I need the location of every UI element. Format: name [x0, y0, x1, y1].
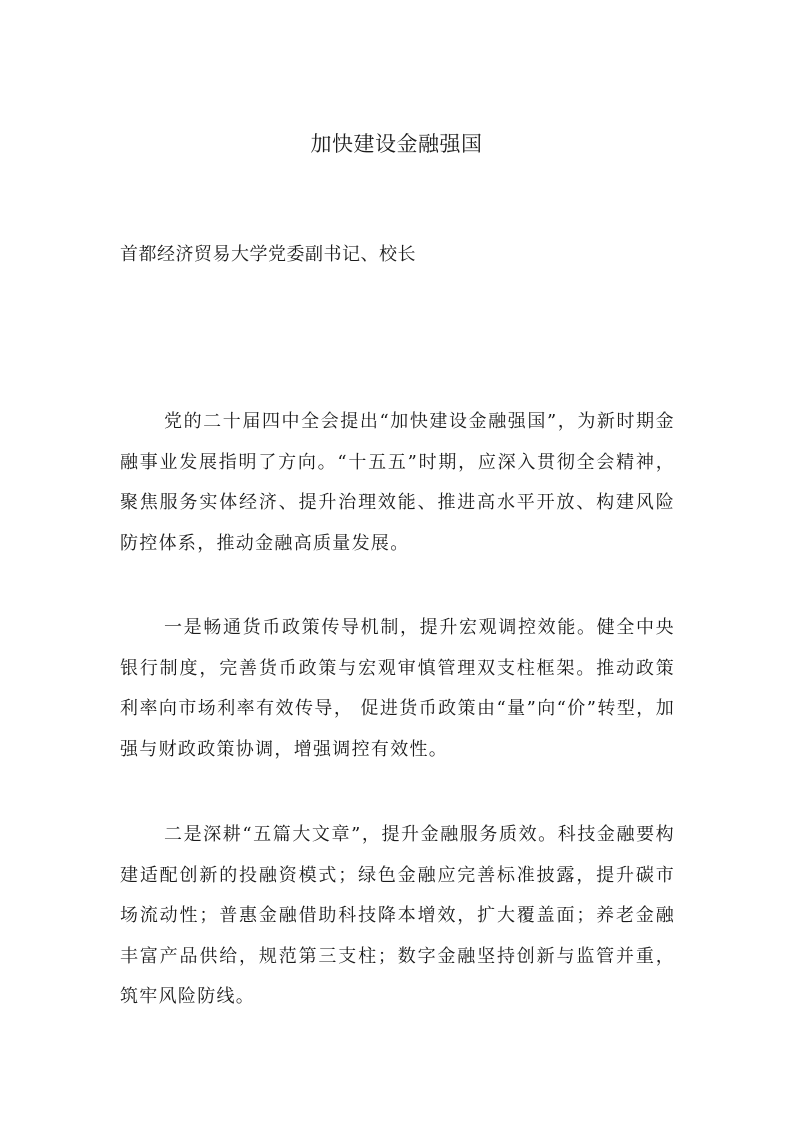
document-title: 加快建设金融强国 [310, 132, 483, 156]
paragraph-monetary-policy: 一是畅通货币政策传导机制，提升宏观调控效能。健全中央银行制度，完善货币政策与宏观审慎管理双支柱框架。推动政策利率向市场利率有效传导， 促进货币政策由“量”向“价”转型，加强与财政政策协调，增强调控有效性。 [120, 617, 675, 760]
paragraph-intro: 党的二十届四中全会提出“加快建设金融强国”，为新时期金融事业发展指明了方向。“十五五”时期，应深入贯彻全会精神，聚焦服务实体经济、提升治理效能、推进高水平开放、构建风险防控体系，推动金融高质量发展。 [120, 411, 675, 554]
paragraph-five-articles: 二是深耕“五篇大文章”，提升金融服务质效。科技金融要构建适配创新的投融资模式；绿色金融应完善标准披露，提升碳市场流动性；普惠金融借助科技降本增效，扩大覆盖面；养老金融丰富产品供给，规范第三支柱；数字金融坚持创新与监管并重，筑牢风险防线。 [120, 824, 675, 1007]
author-line: 首都经济贸易大学党委副书记、校长 [120, 244, 416, 265]
